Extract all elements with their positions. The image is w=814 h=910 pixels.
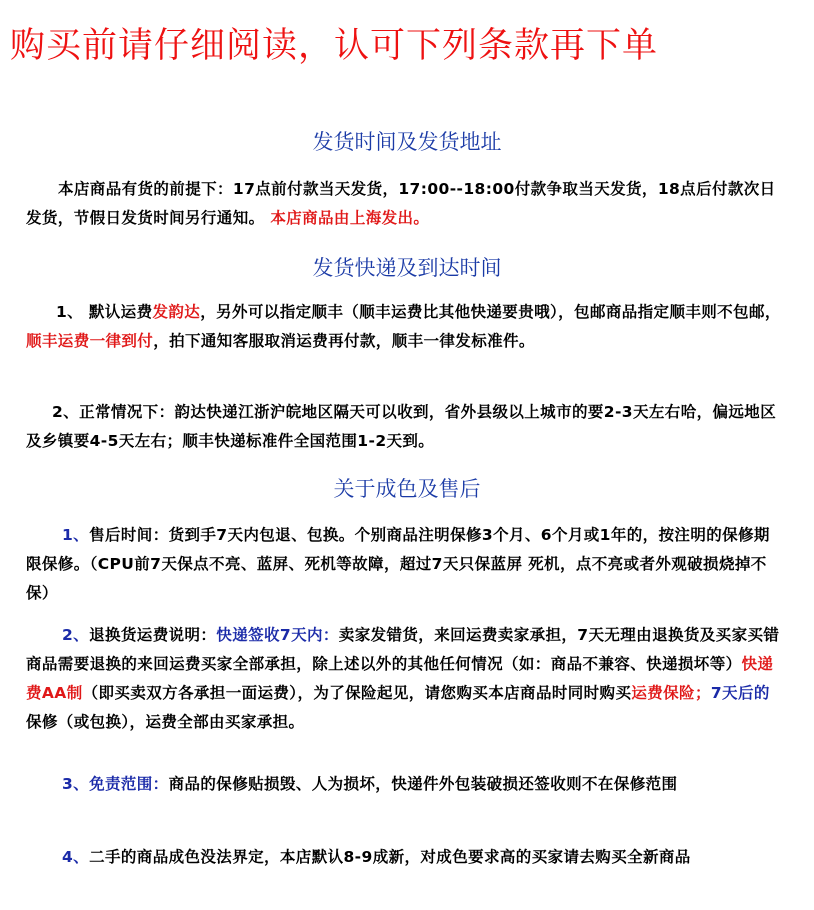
item-number: 1、 (62, 526, 90, 544)
sign-within-7-days: 快递签收7天内： (216, 626, 339, 644)
section-heading-shipping-time: 发货时间及发货地址 (312, 130, 502, 154)
text-segment: 保修（或包换），运费全部由买家承担。 (26, 713, 305, 731)
ship-from-note: 本店商品由上海发出。 (270, 209, 430, 227)
courier-item-2 (26, 398, 782, 456)
sf-cod-highlight: 顺丰运费一律到付 (26, 332, 154, 350)
text-segment: 二手的商品成色没法界定，本店默认8-9成新，对成色要求高的买家请去购买全新商品 (89, 848, 691, 866)
after-7-days-highlight: 7天后的 (710, 684, 770, 702)
shipping-insurance-highlight: 运费保险； (631, 684, 711, 702)
text-segment: 本店商品有货的前提下：17点前付款当天发货，17:00--18:00付款争取当天发货，18点后付款次日发货，节假日发货时间另行通知。 (26, 180, 776, 227)
item-number: 4、 (62, 848, 90, 866)
after-sales-item-1 (26, 521, 782, 608)
text-segment: 1、 默认运费 (56, 303, 153, 321)
section-heading-after-sales: 关于成色及售后 (333, 477, 481, 501)
text-segment: 卖家发错货，来回运费卖家承担，7天无理由退换货及买家买错商品需要退换的来回运费买家全部承担，除上述以外的其他任何情况（如：商品不兼容、快递损坏等） (26, 626, 780, 673)
yunda-highlight: 发韵达 (152, 303, 201, 321)
after-sales-item-4 (26, 843, 782, 872)
text-segment: ，拍下通知客服取消运费再付款，顺丰一律发标准件。 (153, 332, 535, 350)
text-segment: （即买卖双方各承担一面运费），为了保险起见，请您购买本店商品时同时购买 (82, 684, 632, 702)
section-heading-courier: 发货快递及到达时间 (312, 256, 502, 280)
text-segment: 2、正常情况下：韵达快递江浙沪皖地区隔天可以收到，省外县级以上城市的要2-3天左右哈，偏远地区及乡镇要4-5天左右；顺丰快递标准件全国范围1-2天到。 (26, 403, 777, 450)
shipping-aa-highlight: 快递费AA制 (26, 655, 774, 702)
main-title: 购买前请仔细阅读，认可下列条款再下单 (10, 26, 659, 66)
courier-item-1 (26, 298, 782, 356)
after-sales-item-3 (26, 770, 782, 799)
text-segment: 售后时间：货到手7天内包退、包换。个别商品注明保修3个月、6个月或1年的，按注明的保修期限保修。（CPU前7天保点不亮、蓝屏、死机等故障，超过7天只保蓝屏 死机，点不亮或者外观破损烧掉不保） (26, 526, 770, 602)
exemption-label: 3、免责范围： (62, 775, 169, 793)
text-segment: 退换货运费说明： (89, 626, 217, 644)
shipping-time-paragraph (26, 175, 782, 233)
after-sales-item-2 (26, 621, 782, 737)
item-number: 2、 (62, 626, 90, 644)
text-segment: ，另外可以指定顺丰（顺丰运费比其他快递要贵哦），包邮商品指定顺丰则不包邮， (200, 303, 781, 321)
text-segment: 商品的保修贴损毁、人为损坏，快递件外包装破损还签收则不在保修范围 (168, 775, 678, 793)
